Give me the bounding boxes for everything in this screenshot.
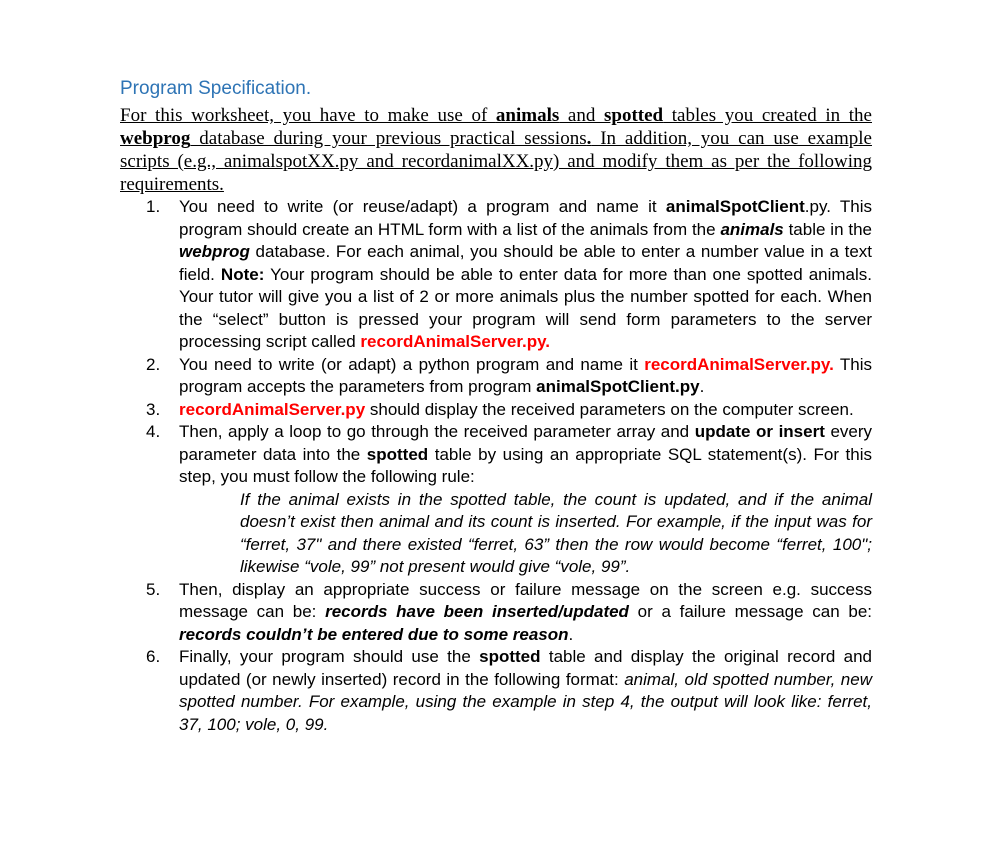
item-number: 2.: [146, 354, 161, 374]
section-heading: Program Specification.: [120, 78, 312, 99]
item-text: This program accepts the parameters from program: [179, 354, 872, 396]
spotted-table-name: spotted: [479, 647, 541, 666]
item-number: 6.: [146, 647, 161, 666]
item-text: Then, display an appropriate success or failure message on the screen e.g. success message can be:: [179, 579, 872, 621]
output-format-text: animal, old spotted number, new spotted number. For example, using the example in step 4, the output will look like: ferret, 37, 100; vole, 0, 99.: [179, 669, 872, 734]
server-script-name: recordAnimalServer.py.: [360, 332, 551, 351]
failure-message: records couldn’t be entered due to some reason: [179, 624, 569, 644]
item-number: 3.: [146, 399, 161, 419]
rule-paragraph: If the animal exists in the spotted table, the count is updated, and if the animal doesn’t exist then animal and its count is inserted. For example, if the input was for “ferret, 37" and there existed “ferret, 63” then the row would become “ferret, 100"; likewise “vole, 99” not present would give “vole, 99”.: [240, 489, 872, 576]
spotted-table-name: spotted: [366, 444, 429, 464]
intro-text: database during your previous practical sessions: [190, 128, 587, 149]
item-text: should display the received parameters on the computer screen.: [365, 399, 854, 419]
item-number: 4.: [146, 422, 161, 441]
intro-text: For this worksheet, you have to make use of: [120, 105, 496, 126]
item-text: every parameter data into the: [179, 422, 873, 464]
requirement-6: [146, 646, 872, 736]
requirements-list: [146, 196, 872, 736]
animals-table-name: animals: [495, 105, 560, 126]
item-number: 5.: [146, 579, 161, 599]
success-message: records have been inserted/updated: [325, 602, 629, 621]
item-text: table by using an appropriate SQL statement(s). For this step, you must follow the following rule:: [179, 444, 872, 486]
intro-text: In addition, you can use example scripts (e.g., animalspotXX.py and recordanimalXX.py) and modify them as per the following requirements.: [120, 128, 872, 195]
item-text: or a failure message can be:: [628, 602, 873, 621]
webprog-database-name: webprog: [120, 128, 191, 149]
item-text: database. For each animal, you should be able to enter a number value in a text field.: [179, 242, 872, 284]
item-text: .: [568, 624, 574, 644]
update-or-insert-emphasis: update or insert: [694, 422, 825, 441]
server-script-name: recordAnimalServer.py: [179, 399, 366, 419]
item-text: .py. This program should create an HTML form with a list of the animals from the: [179, 197, 872, 239]
item-text: table in the: [783, 219, 872, 239]
item-text: Then, apply a loop to go through the received parameter array and: [179, 422, 695, 441]
requirement-3: [146, 399, 872, 422]
item-number: 1.: [146, 197, 161, 216]
requirement-4: [146, 421, 872, 579]
requirement-2: [146, 354, 872, 399]
animals-table-name: animals: [720, 219, 784, 239]
spotted-table-name: spotted: [604, 105, 664, 126]
intro-paragraph: [120, 104, 872, 196]
intro-text: tables you created in the: [663, 105, 872, 126]
item-text: You need to write (or reuse/adapt) a program and name it: [179, 197, 666, 216]
item-text: You need to write (or adapt) a python program and name it: [179, 354, 645, 374]
requirement-5: [146, 579, 872, 647]
note-label: Note:: [220, 264, 265, 284]
requirement-1: [146, 196, 872, 354]
item-text: .: [699, 377, 705, 396]
item-text: Finally, your program should use the: [179, 647, 480, 666]
item-text: Your program should be able to enter data for more than one spotted animals. Your tutor will give you a list of 2 or more animals plus the number spotted for each. When the “select” button is pressed your program will send form parameters to the server processing script called: [179, 264, 872, 351]
client-program-name: animalSpotClient: [665, 197, 805, 216]
intro-period: .: [586, 128, 592, 149]
webprog-database-name: webprog: [179, 242, 250, 261]
client-program-name: animalSpotClient.py: [536, 377, 700, 396]
intro-text: and: [559, 105, 604, 126]
server-script-name: recordAnimalServer.py.: [644, 354, 834, 374]
item-text: table and display the original record and updated (or newly inserted) record in the following format:: [179, 647, 873, 689]
